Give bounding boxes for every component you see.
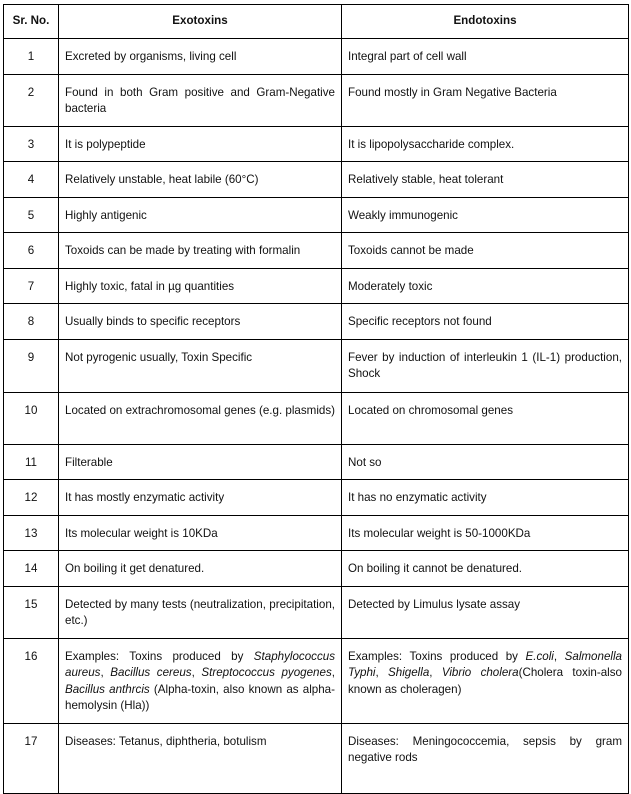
cell-text: Relatively unstable, heat labile (60°C) <box>65 173 259 186</box>
cell-text: Toxoids can be made by treating with formalin <box>65 244 301 257</box>
header-row <box>4 5 629 39</box>
cell-text: Diseases: Tetanus, diphtheria, botulism <box>65 734 267 748</box>
row-number: 8 <box>4 304 59 340</box>
table-row <box>4 39 629 75</box>
organism-name: Vibrio cholera <box>441 666 519 679</box>
cell-text: Integral part of cell wall <box>348 50 467 63</box>
endotoxin-cell <box>342 126 629 162</box>
cell-text: , <box>191 666 202 679</box>
endotoxin-cell <box>342 480 629 516</box>
row-number: 10 <box>4 392 59 444</box>
exotoxin-endotoxin-table <box>3 4 629 794</box>
table-row <box>4 339 629 392</box>
exotoxin-cell <box>59 515 342 551</box>
cell-text: On boiling it get denatured. <box>65 562 205 575</box>
row-number: 1 <box>4 39 59 75</box>
endotoxin-cell <box>342 723 629 793</box>
row-number: 9 <box>4 339 59 392</box>
endotoxin-cell <box>342 339 629 392</box>
row-number: 5 <box>4 197 59 233</box>
exotoxin-cell <box>59 233 342 269</box>
cell-text: (Cholera toxin-also known as choleragen) <box>348 666 622 696</box>
cell-text: , <box>100 666 111 679</box>
cell-text: (Alpha-toxin, also known as alpha-hemolysin (Hla)) <box>65 682 335 712</box>
organism-name: Bacillus anthrcis <box>65 682 150 696</box>
cell-text: Fever by induction of interleukin 1 (IL-1) production, Shock <box>348 350 622 380</box>
table-row <box>4 304 629 340</box>
cell-text: Not so <box>348 455 382 469</box>
endotoxin-cell <box>342 515 629 551</box>
cell-text: Located on chromosomal genes <box>348 403 513 417</box>
cell-text: Relatively stable, heat tolerant <box>348 173 504 186</box>
table-row <box>4 551 629 587</box>
row-number: 2 <box>4 74 59 126</box>
cell-text: Detected by many tests (neutralization, precipitation, etc.) <box>65 597 335 627</box>
exotoxin-cell <box>59 586 342 638</box>
cell-text: Highly antigenic <box>65 208 147 222</box>
table-row <box>4 392 629 444</box>
cell-text: Excreted by organisms, living cell <box>65 50 237 63</box>
table-row <box>4 74 629 126</box>
endotoxin-cell <box>342 74 629 126</box>
organism-name: Streptococcus pyogenes <box>201 666 332 679</box>
endotoxin-cell <box>342 233 629 269</box>
row-number: 15 <box>4 586 59 638</box>
endotoxin-cell <box>342 444 629 480</box>
table-row <box>4 126 629 162</box>
row-number: 4 <box>4 162 59 198</box>
endotoxin-cell <box>342 551 629 587</box>
cell-text: It is lipopolysaccharide complex. <box>348 137 515 151</box>
exotoxin-cell <box>59 39 342 75</box>
table-body <box>4 39 629 794</box>
exotoxin-cell <box>59 551 342 587</box>
row-number: 6 <box>4 233 59 269</box>
cell-text: Examples: Toxins produced by <box>65 649 254 663</box>
table-row <box>4 586 629 638</box>
cell-text: Found mostly in Gram Negative Bacteria <box>348 85 557 99</box>
table-row <box>4 515 629 551</box>
cell-text: , <box>553 649 565 663</box>
cell-text: Moderately toxic <box>348 279 433 293</box>
cell-text: , <box>331 666 335 679</box>
table-row <box>4 162 629 198</box>
exotoxin-cell <box>59 480 342 516</box>
cell-text: It has mostly enzymatic activity <box>65 491 225 504</box>
exotoxin-cell <box>59 126 342 162</box>
header-sr-no: Sr. No. <box>4 5 59 39</box>
cell-text: Diseases: Meningococcemia, sepsis by gram negative rods <box>348 734 622 764</box>
cell-text: Detected by Limulus lysate assay <box>348 597 521 611</box>
cell-text: Highly toxic, fatal in µg quantities <box>65 279 235 293</box>
cell-text: It has no enzymatic activity <box>348 491 487 504</box>
organism-name: Staphylococcus aureus <box>65 649 335 679</box>
row-number: 14 <box>4 551 59 587</box>
cell-text: Located on extrachromosomal genes (e.g. plasmids) <box>65 403 336 417</box>
exotoxin-cell <box>59 444 342 480</box>
row-number: 17 <box>4 723 59 793</box>
table-row <box>4 197 629 233</box>
cell-text: Toxoids cannot be made <box>348 244 474 257</box>
cell-text: Weakly immunogenic <box>348 208 458 222</box>
exotoxin-cell <box>59 392 342 444</box>
table-row <box>4 233 629 269</box>
row-number: 12 <box>4 480 59 516</box>
cell-text: Its molecular weight is 50-1000KDa <box>348 526 531 540</box>
exotoxin-cell <box>59 268 342 304</box>
cell-text: On boiling it cannot be denatured. <box>348 562 523 575</box>
endotoxin-cell <box>342 392 629 444</box>
endotoxin-cell <box>342 586 629 638</box>
organism-name: Shigella <box>388 666 430 679</box>
organism-name: Bacillus cereus <box>110 666 192 679</box>
table-row <box>4 638 629 723</box>
cell-text: Not pyrogenic usually, Toxin Specific <box>65 350 253 364</box>
exotoxin-cell <box>59 723 342 793</box>
endotoxin-cell <box>342 39 629 75</box>
endotoxin-cell <box>342 638 629 723</box>
exotoxin-cell <box>59 638 342 723</box>
cell-text: Its molecular weight is 10KDa <box>65 526 218 540</box>
table-row <box>4 444 629 480</box>
cell-text: Specific receptors not found <box>348 315 492 328</box>
row-number: 16 <box>4 638 59 723</box>
exotoxin-cell <box>59 162 342 198</box>
cell-text: , <box>429 666 442 679</box>
exotoxin-cell <box>59 197 342 233</box>
exotoxin-cell <box>59 304 342 340</box>
row-number: 11 <box>4 444 59 480</box>
exotoxin-cell <box>59 74 342 126</box>
endotoxin-cell <box>342 304 629 340</box>
comparison-table-wrapper <box>3 4 629 794</box>
exotoxin-cell <box>59 339 342 392</box>
cell-text: Examples: Toxins produced by <box>348 649 526 663</box>
cell-text: , <box>375 666 389 679</box>
table-row <box>4 480 629 516</box>
row-number: 7 <box>4 268 59 304</box>
endotoxin-cell <box>342 268 629 304</box>
table-row <box>4 268 629 304</box>
cell-text: Found in both Gram positive and Gram-Negative bacteria <box>65 85 335 115</box>
cell-text: Usually binds to specific receptors <box>65 315 241 328</box>
cell-text: It is polypeptide <box>65 137 146 151</box>
row-number: 3 <box>4 126 59 162</box>
header-endotoxins: Endotoxins <box>342 5 629 39</box>
row-number: 13 <box>4 515 59 551</box>
organism-name: Salmonella Typhi <box>348 649 622 679</box>
organism-name: E.coli <box>525 649 554 663</box>
endotoxin-cell <box>342 197 629 233</box>
table-row <box>4 723 629 793</box>
header-exotoxins: Exotoxins <box>59 5 342 39</box>
cell-text: Filterable <box>65 455 113 469</box>
endotoxin-cell <box>342 162 629 198</box>
